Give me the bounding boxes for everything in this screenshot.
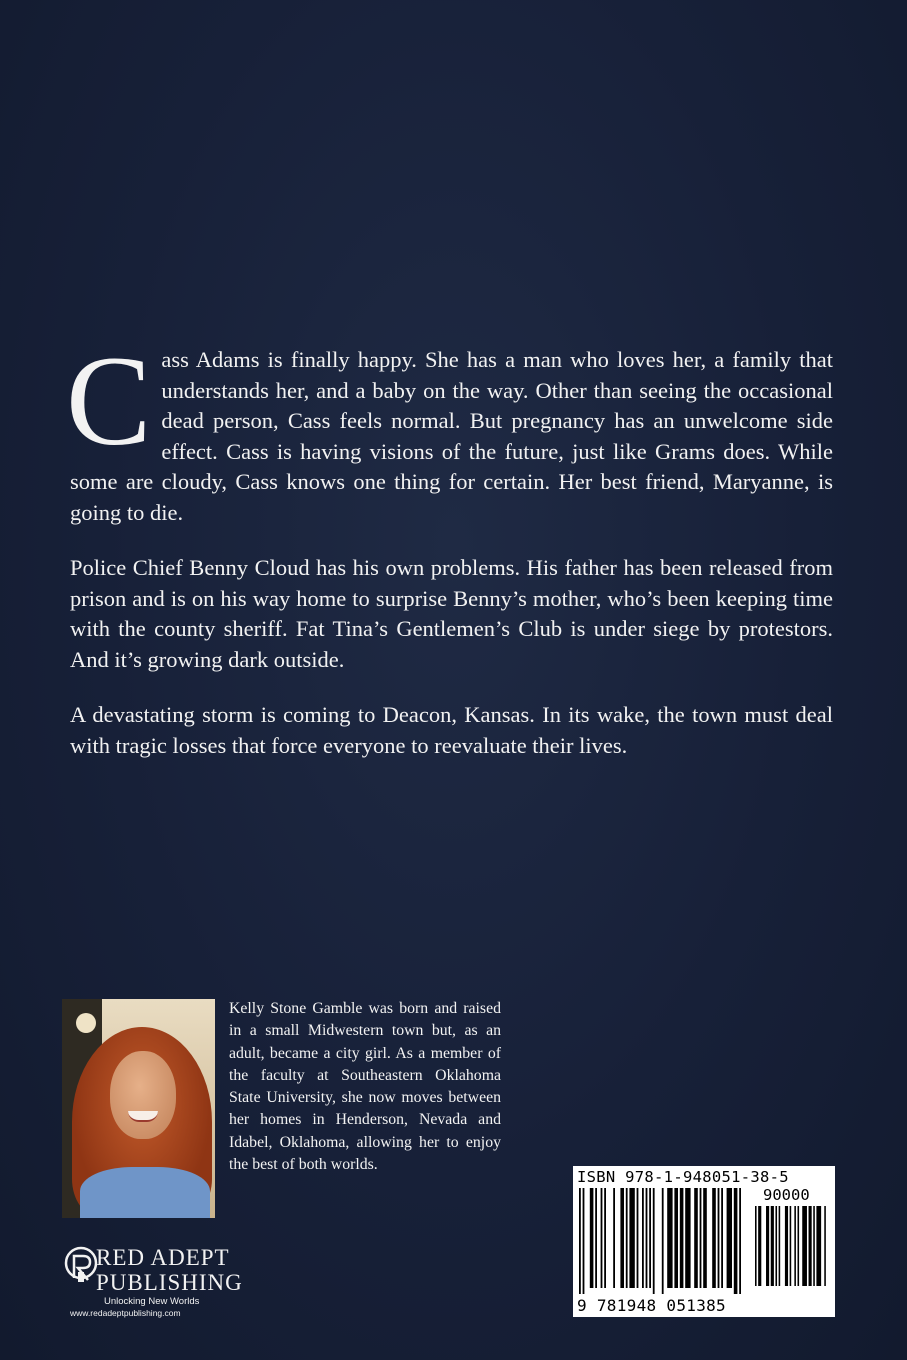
isbn-label: ISBN 978-1-948051-38-5 — [577, 1168, 789, 1186]
publisher-url: www.redadeptpublishing.com — [70, 1308, 181, 1318]
publisher-name-line2: PUBLISHING — [96, 1270, 243, 1295]
author-bio: Kelly Stone Gamble was born and raised in a small Midwestern town but, as an adult, became a city girl. As a member of the faculty at Southeastern Oklahoma State University, she now moves between her homes in Henderson, Nevada and Idabel, Oklahoma, allowing her to enjoy the best of both worlds. — [229, 1000, 501, 1174]
book-blurb — [66, 330, 833, 786]
publisher-tagline: Unlocking New Worlds — [104, 1296, 200, 1307]
drop-cap: C — [66, 330, 152, 472]
blurb-paragraph-1-text: ass Adams is finally happy. She has a man who loves her, a family that understands her, and a baby on the way. Other than seeing the occasional dead person, Cass feels normal. But pregnancy has an unwelcome side effect. Cass is having visions of the future, just like Grams does. While some are cloudy, Cass knows one thing for certain. Her best friend, Maryanne, is going to die. — [70, 347, 833, 525]
blurb-paragraph-2: Police Chief Benny Cloud has his own problems. His father has been released from prison and is on his way home to surprise Benny’s mother, who’s been keeping time with the county sheriff. Fat Tina’s Gentlemen’s Club is under siege by protestors. And it’s growing dark outside. — [70, 555, 833, 672]
price-code: 90000 — [763, 1186, 810, 1204]
isbn-digits: 9 781948 051385 — [577, 1296, 726, 1315]
blurb-paragraph-3: A devastating storm is coming to Deacon, Kansas. In its wake, the town must deal with tragic losses that force everyone to reevaluate their lives. — [70, 702, 833, 758]
author-photo — [62, 999, 215, 1218]
ean13-bars — [579, 1188, 750, 1294]
isbn-barcode — [573, 1166, 835, 1317]
addon-bars — [755, 1206, 829, 1292]
publisher-emblem-icon — [64, 1246, 98, 1286]
publisher-name-line1: RED ADEPT — [96, 1245, 230, 1270]
publisher-logo — [64, 1244, 243, 1324]
blurb-paragraph-1 — [66, 330, 833, 528]
